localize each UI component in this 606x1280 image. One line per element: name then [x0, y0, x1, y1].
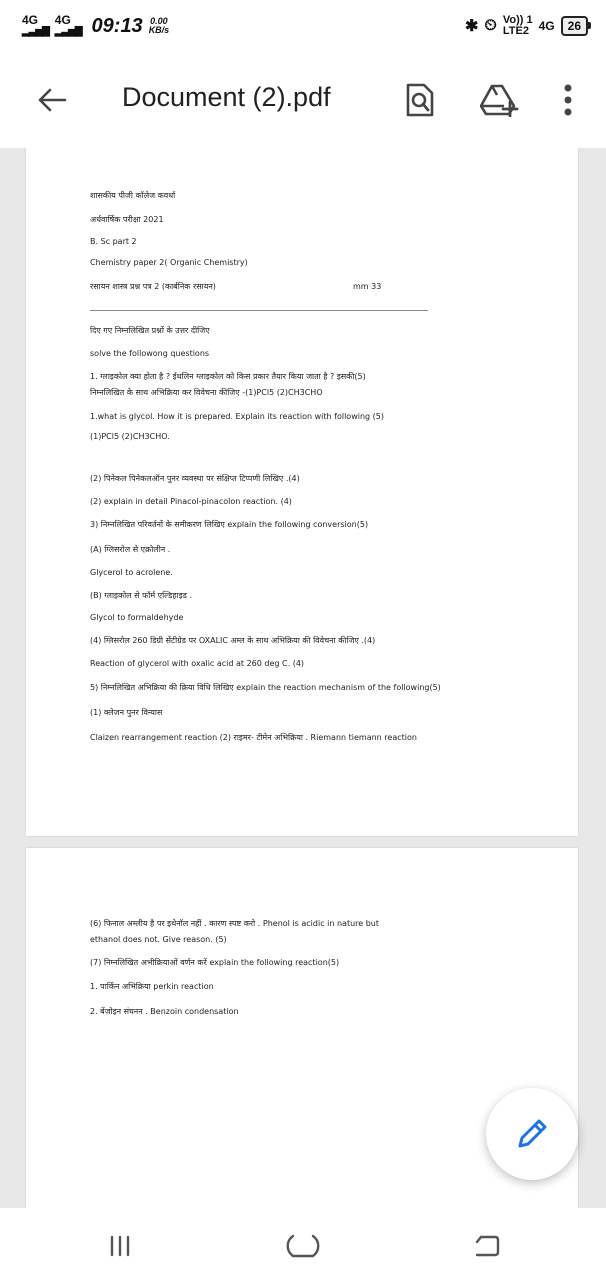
arrow-back-icon	[37, 88, 67, 112]
page1-line: Glycol to formaldehyde	[90, 613, 184, 622]
pdf-page-1	[26, 148, 578, 836]
recents-icon	[107, 1234, 133, 1258]
page1-line: (1) क्लेजन पुनर विन्यास	[90, 708, 163, 717]
page1-line: (2) पिनेकल पिनेकलऑन पुनर व्यवस्था पर संक्षिप्त टिप्पणी लिखिए .(4)	[90, 474, 300, 483]
battery-level: 26	[567, 19, 581, 33]
system-nav-bar	[0, 1208, 606, 1280]
back-button[interactable]	[32, 80, 72, 120]
home-icon	[283, 1233, 323, 1259]
page1-line: Claizen rearrangement reaction (2) राइमर- टीमेन अभिक्रिया . Riemann tiemann reaction	[90, 733, 417, 742]
page1-line: Reaction of glycerol with oxalic acid at 260 deg C. (4)	[90, 659, 305, 668]
network-label: 4G	[538, 19, 555, 33]
page1-line: (2) explain in detail Pinacol-pinacolon reaction. (4)	[90, 497, 292, 506]
battery-icon	[561, 16, 588, 36]
net-speed-value: 0.00	[150, 16, 168, 26]
page1-line: mm 33	[353, 282, 382, 291]
signal-2-label: 4G	[54, 13, 71, 27]
net-speed	[149, 17, 170, 35]
page1-line: शासकीय पीजी कॉलेज कवर्धा	[90, 191, 176, 200]
page2-line: 1. पार्किन अभिक्रिया perkin reaction	[90, 982, 214, 991]
lte-indicator	[503, 15, 533, 37]
page1-line: 1. ग्लाइकोल क्या होता है ? ईथलिन ग्लाइकोल को किस प्रकार तैयार किया जाता है ? इसकी(5)	[90, 372, 366, 381]
clock: 09:13	[91, 14, 143, 37]
page1-line: Chemistry paper 2( Organic Chemistry)	[90, 258, 248, 267]
document-title: Document (2).pdf	[122, 82, 331, 112]
page2-line: 2. बेंजोइन संघनन . Benzoin condensation	[90, 1007, 239, 1016]
app-bar	[0, 52, 606, 148]
page1-line: निम्नलिखित के साथ अभिक्रिया कर विवेचना कीजिए -(1)PCl5 (2)CH3CHO	[90, 388, 323, 397]
page1-line: B. Sc part 2	[90, 237, 137, 246]
page2-line: ethanol does not. Give reason. (5)	[90, 935, 227, 944]
status-bar	[0, 0, 606, 52]
page1-line: 5) निम्नलिखित अभिक्रिया की क्रिया विधि लिखिए explain the reaction mechanism of the following(5)	[90, 683, 441, 692]
page1-line: (B) ग्लाइकोल से फॉर्म एल्डिहाइड .	[90, 591, 193, 600]
volte-label: Vo)) 1	[502, 14, 533, 26]
page1-line: 1.what is glycol. How it is prepared. Explain its reaction with following (5)	[90, 412, 384, 421]
page2-line: (6) फिनाल अम्लीय है पर इथेनॉल नहीं . कारण स्पष्ट करो . Phenol is acidic in nature but	[90, 919, 380, 928]
lte-label: LTE2	[502, 25, 529, 37]
pencil-icon	[514, 1116, 550, 1152]
back-nav-icon	[471, 1233, 501, 1259]
signal-1-icon: 4G ▂▃▅▇	[22, 13, 49, 37]
more-vert-icon	[563, 83, 573, 117]
page2-line: (7) निम्नलिखित अभीक्रियाओं वर्णन करें explain the following reaction(5)	[90, 958, 340, 967]
page1-line: अर्धवार्षिक परीक्षा 2021	[90, 215, 164, 224]
recents-button[interactable]	[100, 1226, 140, 1266]
page1-line: रसायन शास्त्र प्रश्न पत्र 2 (कार्बनिक रसायन)	[90, 282, 216, 291]
page1-line: solve the followong questions	[90, 349, 210, 358]
bluetooth-icon: ✱	[464, 18, 479, 35]
net-speed-unit: KB/s	[148, 25, 170, 35]
alarm-icon: ⏲	[484, 17, 497, 34]
edit-button[interactable]	[486, 1088, 578, 1180]
page1-line: 3) निम्नलिखित परिवर्तनों के समीकरण लिखिए explain the following conversion(5)	[90, 520, 369, 529]
divider	[90, 310, 428, 311]
page1-line: दिए गए निम्नलिखित प्रश्नों के उत्तर दीजिए	[90, 326, 210, 335]
signal-2-icon: 4G ▂▃▅▇	[54, 13, 82, 37]
page1-line: Glycerol to acrolene.	[90, 568, 173, 577]
signal-1-label: 4G	[22, 13, 39, 27]
add-to-drive-icon	[480, 83, 520, 117]
add-to-drive-button[interactable]	[478, 80, 522, 120]
back-nav-button[interactable]	[466, 1226, 506, 1266]
page1-line: (1)PCl5 (2)CH3CHO.	[90, 432, 170, 441]
search-document-icon	[405, 83, 435, 117]
home-button[interactable]	[283, 1226, 323, 1266]
pdf-viewer[interactable]	[0, 148, 606, 1208]
page1-line: (4) ग्लिसरोल 260 डिग्री सेंटीग्रेड पर OXALIC अम्ल के साथ अभिक्रिया की विवेचना कीजिए .(4)	[90, 636, 376, 645]
search-document-button[interactable]	[400, 80, 440, 120]
more-options-button[interactable]	[554, 80, 582, 120]
page1-line: (A) ग्लिसरोल से एक्रोलीन .	[90, 545, 171, 554]
